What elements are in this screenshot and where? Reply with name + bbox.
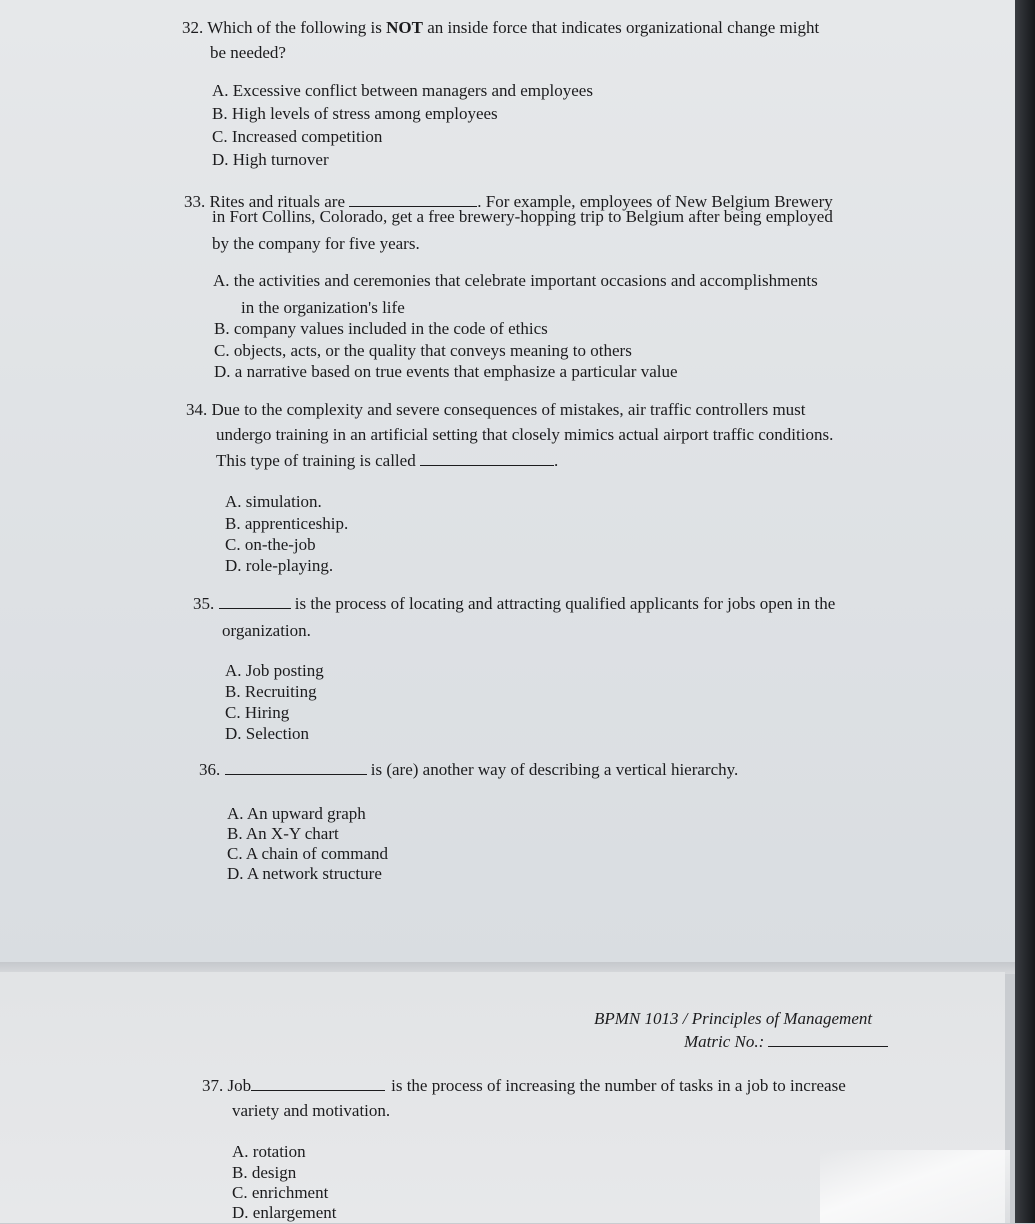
question-37-option-a: A. rotation xyxy=(232,1142,306,1161)
question-36-option-a: A. An upward graph xyxy=(227,804,366,823)
question-33-option-c: C. objects, acts, or the quality that conveys meaning to others xyxy=(214,341,632,360)
question-35-stem-line2: organization. xyxy=(222,621,311,640)
question-34-stem-line1: 34. Due to the complexity and severe consequences of mistakes, air traffic controllers must xyxy=(186,400,806,419)
question-32-stem-line1: 32. Which of the following is NOT an inside force that indicates organizational change might xyxy=(182,18,820,37)
answer-blank xyxy=(349,191,477,207)
question-33-stem-line3: by the company for five years. xyxy=(212,234,420,253)
question-33-stem-line2: in Fort Collins, Colorado, get a free brewery-hopping trip to Belgium after being employed xyxy=(212,207,833,226)
question-32-option-d: D. High turnover xyxy=(212,150,329,169)
question-37-stem-line1: 37. Job is the process of increasing the number of tasks in a job to increase xyxy=(202,1076,846,1095)
answer-blank xyxy=(420,450,554,466)
question-32-option-b: B. High levels of stress among employees xyxy=(212,104,498,123)
question-36-stem-line1: 36. is (are) another way of describing a vertical hierarchy. xyxy=(199,760,739,779)
matric-no: Matric No.: xyxy=(684,1031,888,1053)
question-37-option-b: B. design xyxy=(232,1163,297,1182)
answer-blank xyxy=(219,593,291,609)
question-32-option-c: C. Increased competition xyxy=(212,127,383,146)
question-37-option-d: D. enlargement xyxy=(232,1203,337,1222)
question-33-stem-line1: 33. Rites and rituals are . For example, employees of New Belgium Brewery xyxy=(184,192,833,211)
question-35-option-b: B. Recruiting xyxy=(225,682,317,701)
question-34-option-c: C. on-the-job xyxy=(225,535,316,554)
answer-blank xyxy=(251,1075,385,1091)
question-33-option-a: A. the activities and ceremonies that celebrate important occasions and accomplishments xyxy=(213,271,818,290)
matric-blank xyxy=(768,1031,888,1047)
question-33-option-b: B. company values included in the code of ethics xyxy=(214,319,548,338)
question-37-stem-line2: variety and motivation. xyxy=(232,1101,391,1120)
question-34-option-d: D. role-playing. xyxy=(225,556,334,575)
monitor-bezel xyxy=(1015,0,1035,1223)
question-35-stem-line1: 35. is the process of locating and attracting qualified applicants for jobs open in the xyxy=(193,594,836,613)
question-33-option-d: D. a narrative based on true events that emphasize a particular value xyxy=(214,362,678,381)
question-34-stem-line2: undergo training in an artificial setting that closely mimics actual airport traffic conditions. xyxy=(216,425,834,444)
question-36-option-b: B. An X-Y chart xyxy=(227,824,339,843)
question-34-option-b: B. apprenticeship. xyxy=(225,514,349,533)
question-35-option-a: A. Job posting xyxy=(225,661,324,680)
question-35-option-d: D. Selection xyxy=(225,724,310,743)
question-36-option-c: C. A chain of command xyxy=(227,844,389,863)
question-36-option-d: D. A network structure xyxy=(227,864,382,883)
question-34-stem-line3: This type of training is called . xyxy=(216,451,559,470)
course-header: BPMN 1013 / Principles of Management xyxy=(594,1009,873,1028)
question-34-option-a: A. simulation. xyxy=(225,492,322,511)
question-35-option-c: C. Hiring xyxy=(225,703,290,722)
screen-glare xyxy=(820,1150,1010,1223)
question-32-stem-line2: be needed? xyxy=(210,43,286,62)
question-37-option-c: C. enrichment xyxy=(232,1183,329,1202)
answer-blank xyxy=(225,759,367,775)
question-32-option-a: A. Excessive conflict between managers and employees xyxy=(212,81,593,100)
question-33-option-a-cont: in the organization's life xyxy=(241,298,405,317)
